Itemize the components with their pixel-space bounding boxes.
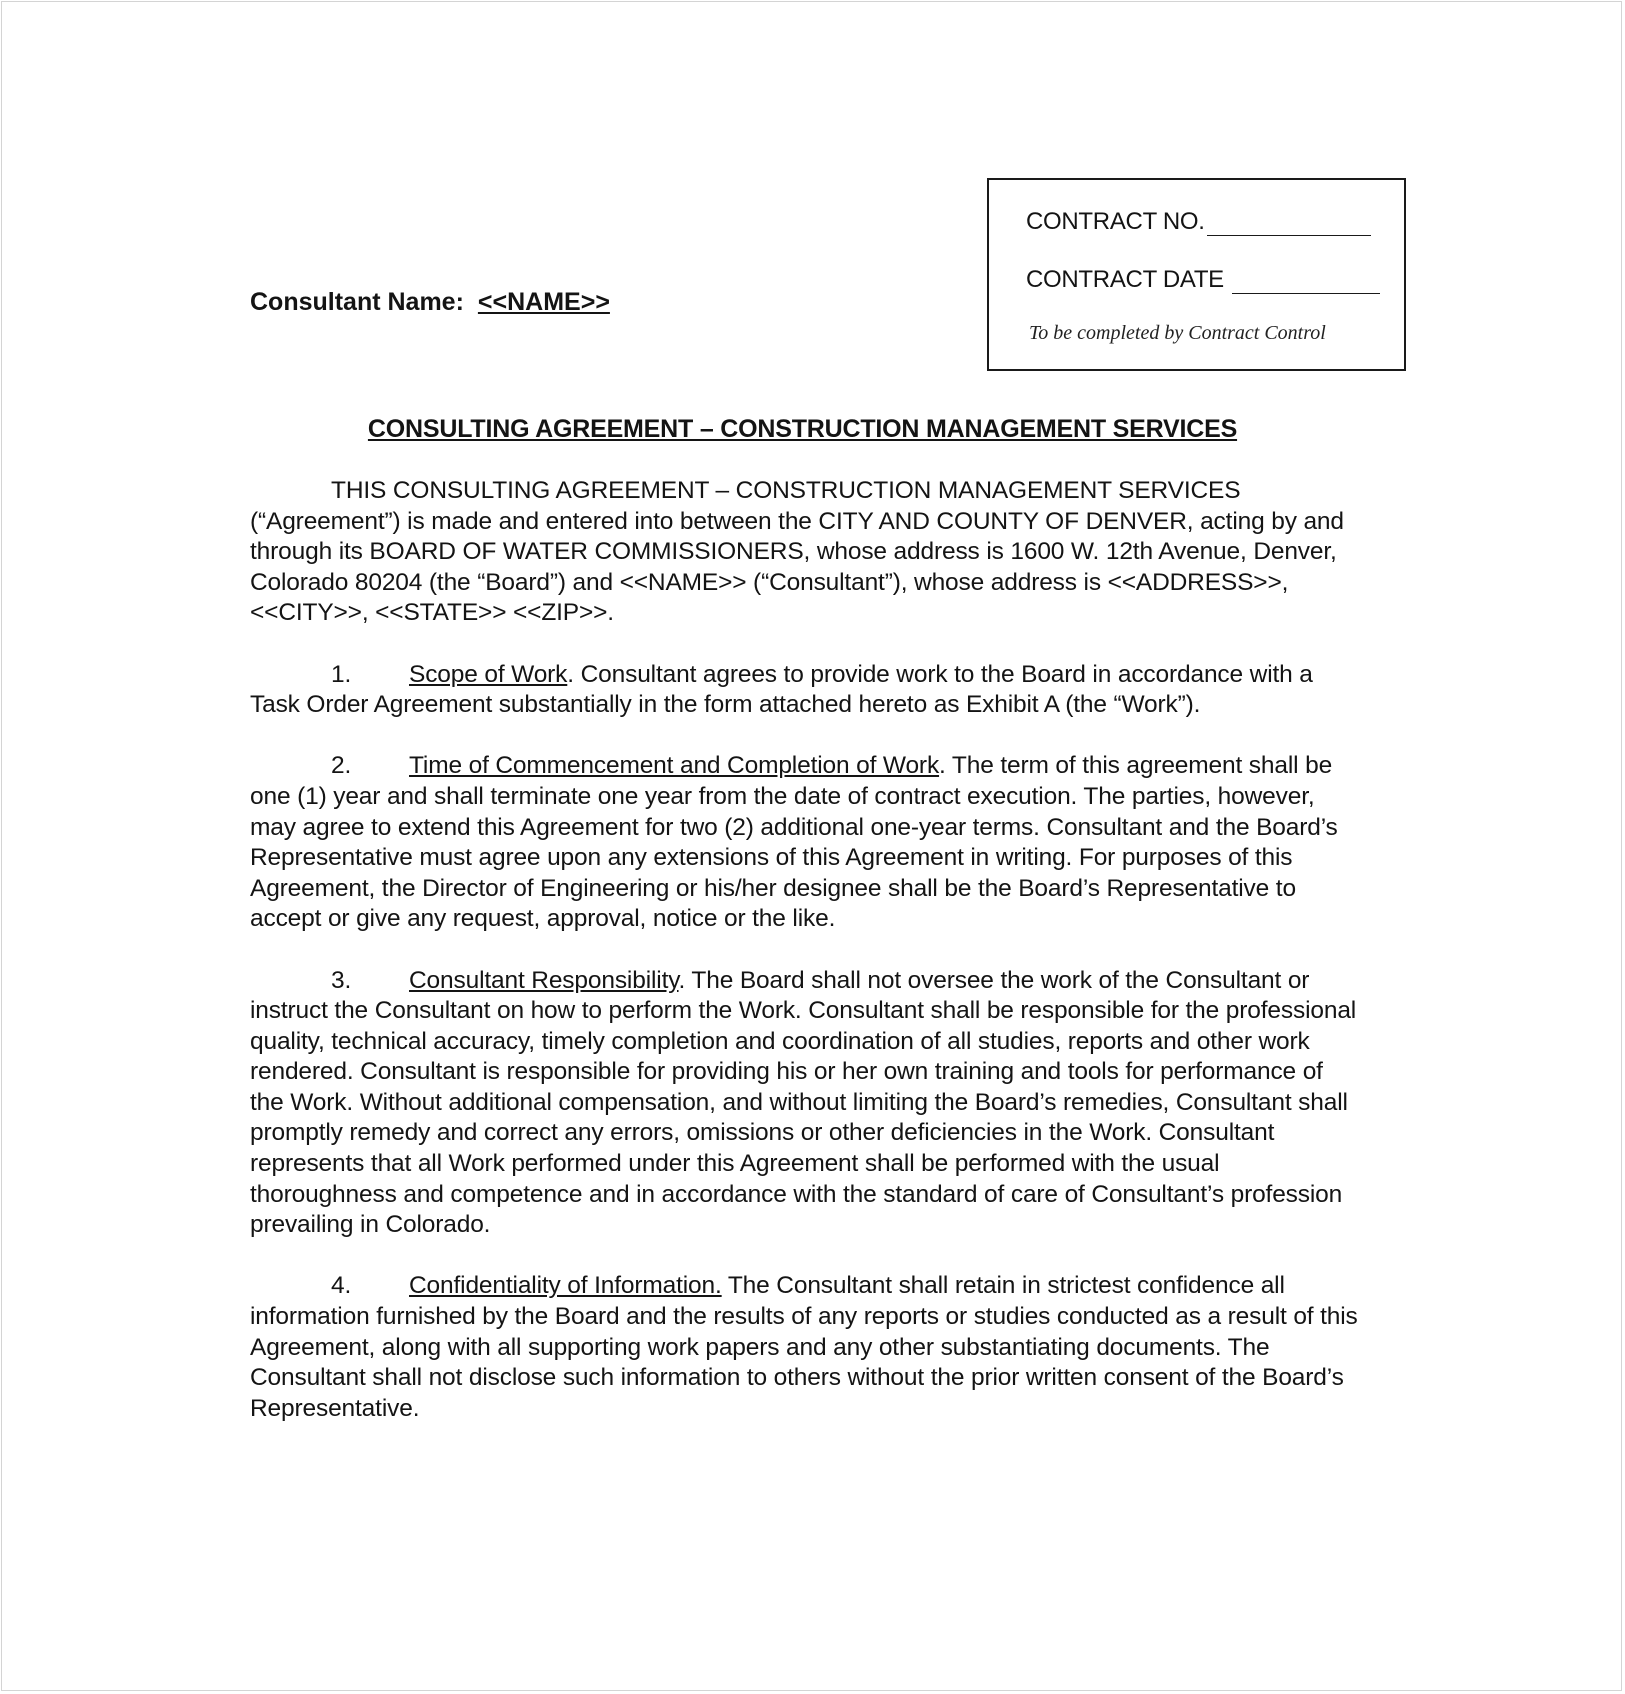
contract-date-field bbox=[1026, 266, 1380, 294]
section-heading: Scope of Work bbox=[409, 660, 568, 688]
contract-date-blank bbox=[1232, 271, 1380, 294]
section-number: 2. bbox=[331, 752, 352, 780]
contract-date-label: CONTRACT DATE bbox=[1026, 266, 1224, 293]
section-text: . The term of this agreement shall be one (1) year and shall terminate one year from the date of contract execution. The parties, however, may agree to extend this Agreement for two (2) additional one-year terms. Consultant and the Board’s Representative must agree upon any extensions of this Agreement in writing. For purposes of this Agreement, the Director of Engineering or his/her designee shall be the Board’s Representative to accept or give any request, approval, notice or the like. bbox=[250, 752, 1338, 933]
section-number: 1. bbox=[331, 660, 352, 688]
section-heading: Time of Commencement and Completion of Work bbox=[409, 752, 940, 780]
contract-number-field bbox=[1026, 208, 1371, 236]
section-text: The Consultant shall retain in strictest confidence all information furnished by the Board and the results of any reports or studies conducted as a result of this Agreement, along with all supporting work papers and any other substantiating documents. The Consultant shall not disclose such information to others without the prior written consent of the Board’s Representative. bbox=[250, 1272, 1358, 1422]
consultant-name-line bbox=[250, 288, 610, 317]
consultant-name-label: Consultant Name: bbox=[250, 288, 464, 316]
section-number: 4. bbox=[331, 1272, 352, 1300]
section-confidentiality bbox=[250, 1271, 1358, 1424]
section-scope-of-work bbox=[250, 660, 1358, 721]
consultant-name-value: <<NAME>> bbox=[477, 288, 610, 316]
contract-number-label: CONTRACT NO. bbox=[1026, 208, 1205, 235]
contract-control-box bbox=[987, 178, 1406, 371]
document-body bbox=[250, 476, 1358, 1455]
intro-paragraph: THIS CONSULTING AGREEMENT – CONSTRUCTION MANAGEMENT SERVICES (“Agreement”) is made and entered into between the CITY AND COUNTY OF DENVER, acting by and through its BOARD OF WATER COMMISSIONERS, whose address is 1600 W. 12th Avenue, Denver, Colorado 80204 (the “Board”) and <<NAME>> (“Consultant”), whose address is <<ADDRESS>>, <<CITY>>, <<STATE>> <<ZIP>>. bbox=[250, 477, 1344, 627]
section-heading: Confidentiality of Information. bbox=[409, 1272, 722, 1300]
contract-control-note: To be completed by Contract Control bbox=[1029, 322, 1326, 344]
document-title: CONSULTING AGREEMENT – CONSTRUCTION MANAGEMENT SERVICES bbox=[367, 415, 1238, 443]
section-heading: Consultant Responsibility bbox=[409, 966, 679, 994]
section-consultant-responsibility bbox=[250, 966, 1358, 1241]
section-text: . The Board shall not oversee the work of the Consultant or instruct the Consultant on how to perform the Work. Consultant shall be responsible for the professional quality, technical accuracy, timely completion and coordination of all studies, reports and other work rendered. Consultant is responsible for providing his or her own training and tools for performance of the Work. Without additional compensation, and without limiting the Board’s remedies, Consultant shall promptly remedy and correct any errors, omissions or other deficiencies in the Work. Consultant represents that all Work performed under this Agreement shall be performed with the usual thoroughness and competence and in accordance with the standard of care of Consultant’s profession prevailing in Colorado. bbox=[250, 966, 1357, 1239]
section-text: . Consultant agrees to provide work to the Board in accordance with a Task Order Agreement substantially in the form attached hereto as Exhibit A (the “Work”). bbox=[250, 660, 1313, 719]
contract-number-blank bbox=[1207, 213, 1371, 236]
section-time-of-commencement bbox=[250, 751, 1358, 935]
section-number: 3. bbox=[331, 966, 352, 994]
